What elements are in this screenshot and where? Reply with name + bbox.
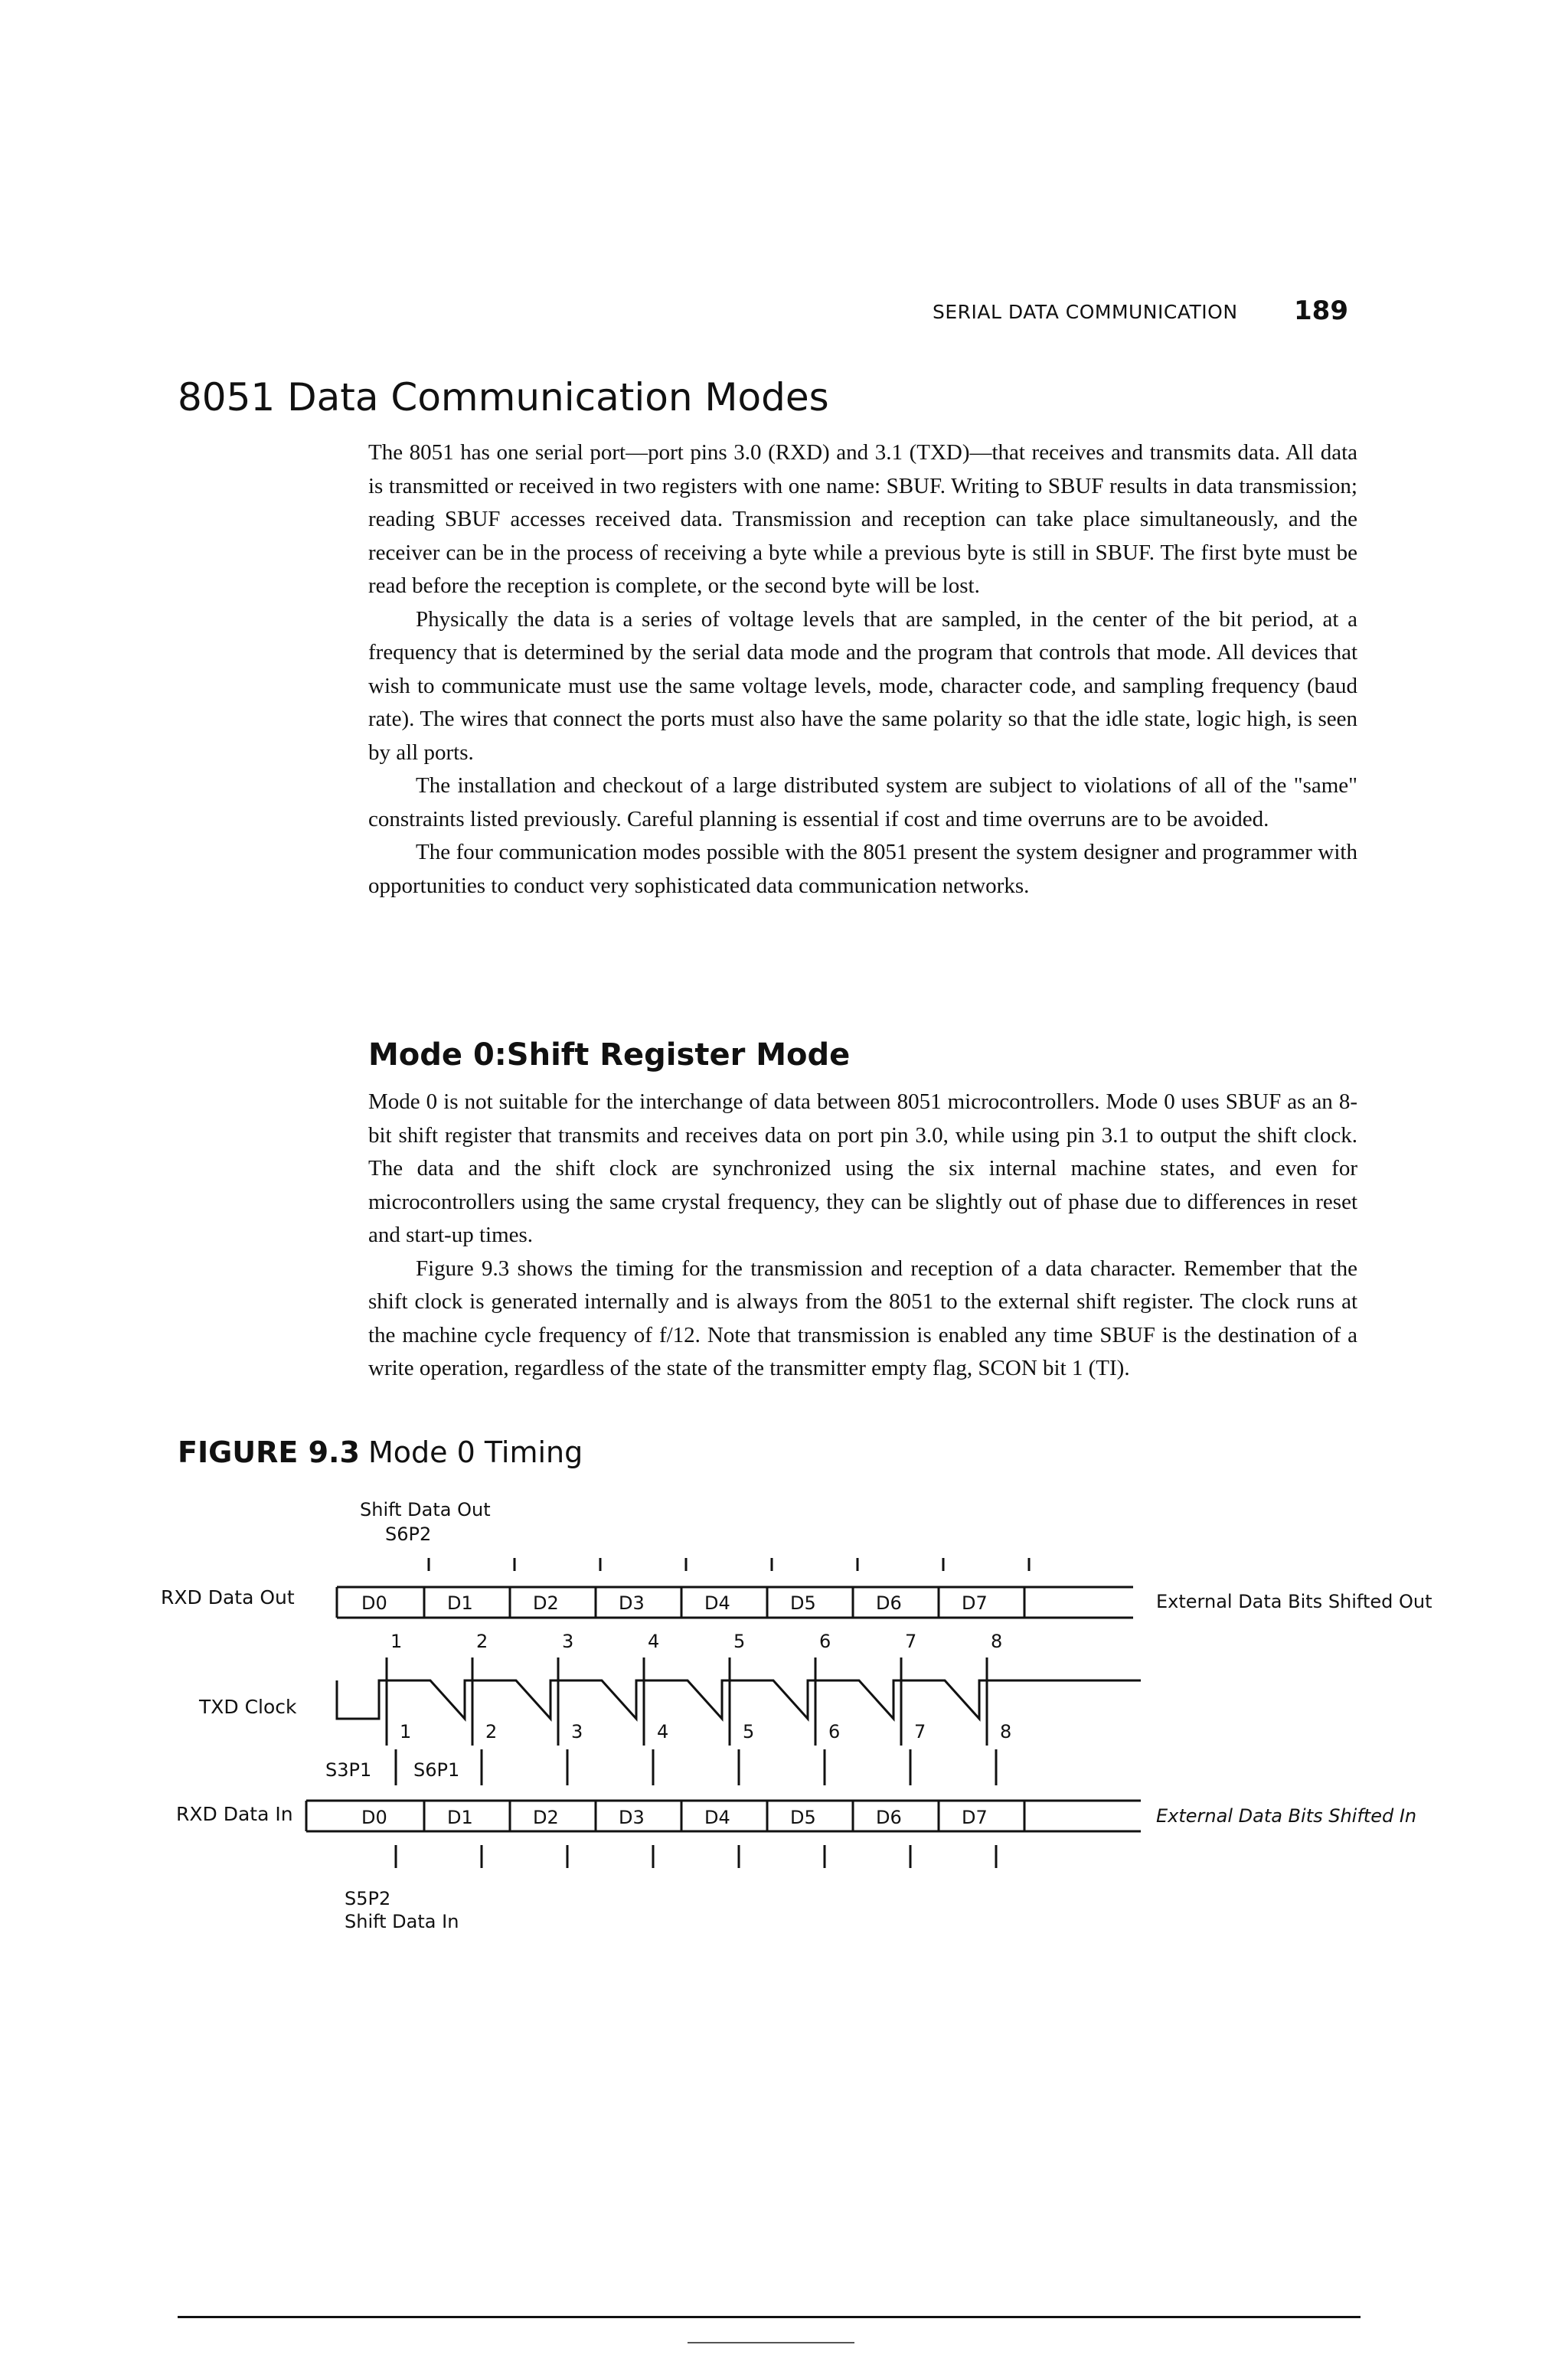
section-body xyxy=(368,436,1357,903)
clock-number-top: 4 xyxy=(648,1631,660,1652)
paragraph: The 8051 has one serial port—port pins 3.0 (RXD) and 3.1 (TXD)—that receives and transmits data. All data is transmitted or received in two registers with one name: SBUF. Writing to SBUF results in data transmission; reading SBUF accesses received data. Transmission and reception can take place simultaneously, and the receiver can be in the process of receiving a byte while a previous byte is still in SBUF. The first byte must be read before the reception is complete, or the second byte will be lost. xyxy=(368,440,1357,598)
rxd-out-bit: D6 xyxy=(876,1592,902,1614)
clock-number-bottom: 1 xyxy=(400,1721,412,1742)
clock-number-top: 8 xyxy=(991,1631,1003,1652)
rxd-out-bit: D3 xyxy=(619,1592,645,1614)
rxd-in-bit: D2 xyxy=(533,1807,559,1828)
clock-number-bottom: 2 xyxy=(485,1721,498,1742)
rxd-in-bit: D1 xyxy=(447,1807,473,1828)
rxd-data-in-label: RXD Data In xyxy=(176,1803,293,1825)
paragraph: Mode 0 is not suitable for the interchange of data between 8051 microcontrollers. Mode 0 uses SBUF as an 8-bit shift register that transmits and receives data on port pin 3.0, while using pin 3.1 to output the shift clock. The data and the shift clock are synchronized using the six internal machine states, and even for microcontrollers using the same crystal frequency, they can be slightly out of phase due to differences in reset and start-up times. xyxy=(368,1089,1357,1247)
paragraph: The installation and checkout of a large distributed system are subject to violations of all of the "same" constraints listed previously. Careful planning is essential if cost and time overruns are to be avoided. xyxy=(368,773,1357,831)
rxd-out-bit: D1 xyxy=(447,1592,473,1614)
external-bits-out-label: External Data Bits Shifted Out xyxy=(1156,1591,1432,1612)
clock-number-bottom: 4 xyxy=(657,1721,669,1742)
external-bits-in-label: External Data Bits Shifted In xyxy=(1156,1805,1417,1827)
clock-number-bottom: 6 xyxy=(828,1721,841,1742)
rxd-in-bit: D7 xyxy=(962,1807,988,1828)
rxd-in-bit-labels xyxy=(361,1807,988,1828)
rxd-in-bit: D5 xyxy=(790,1807,816,1828)
shift-data-in-label: Shift Data In xyxy=(345,1911,459,1932)
figure-title: Mode 0 Timing xyxy=(368,1435,583,1469)
running-head: SERIAL DATA COMMUNICATION xyxy=(933,301,1238,323)
figure-label: FIGURE 9.3 xyxy=(178,1435,360,1469)
clock-number-bottom: 3 xyxy=(571,1721,583,1742)
shift-data-out-label: Shift Data Out xyxy=(360,1499,491,1520)
rxd-in-bit: D3 xyxy=(619,1807,645,1828)
rxd-data-out-label: RXD Data Out xyxy=(161,1586,295,1608)
clock-numbers-top xyxy=(390,1631,1002,1652)
s3p1-label: S3P1 xyxy=(325,1759,372,1781)
subsection-title: Mode 0:Shift Register Mode xyxy=(368,1037,851,1073)
paragraph: Physically the data is a series of voltage levels that are sampled, in the center of the bit period, at a frequency that is determined by the serial data mode and the program that controls that mode. All devices that wish to communicate must use the same voltage levels, mode, character code, and sampling frequency (baud rate). The wires that connect the ports must also have the same polarity so that the idle state, logic high, is seen by all ports. xyxy=(368,606,1357,765)
clock-number-top: 5 xyxy=(733,1631,746,1652)
rxd-out-bit: D5 xyxy=(790,1592,816,1614)
clock-number-top: 7 xyxy=(905,1631,917,1652)
rxd-out-bit-labels xyxy=(361,1592,988,1614)
clock-number-bottom: 7 xyxy=(914,1721,926,1742)
s5p2-label: S5P2 xyxy=(345,1888,391,1909)
rxd-out-bit: D2 xyxy=(533,1592,559,1614)
subsection-body xyxy=(368,1086,1357,1386)
rxd-in-bit: D6 xyxy=(876,1807,902,1828)
clock-number-bottom: 8 xyxy=(1000,1721,1012,1742)
clock-numbers-bottom xyxy=(400,1721,1011,1742)
txd-clock-waveform xyxy=(337,1680,1141,1719)
page-number: 189 xyxy=(1294,296,1348,326)
sample-markers-bottom xyxy=(396,1845,996,1868)
bottom-rule xyxy=(178,2316,1361,2318)
rxd-out-bit: D7 xyxy=(962,1592,988,1614)
scan-mark xyxy=(688,2342,854,2343)
clock-number-bottom: 5 xyxy=(743,1721,755,1742)
paragraph: Figure 9.3 shows the timing for the transmission and reception of a data character. Remember that the shift clock is generated internally and is always from the 8051 to the external shift register. The clock runs at the machine cycle frequency of f/12. Note that transmission is enabled any time SBUF is the destination of a write operation, regardless of the state of the transmitter empty flag, SCON bit 1 (TI). xyxy=(368,1256,1357,1380)
txd-clock-label: TXD Clock xyxy=(199,1696,297,1718)
rxd-in-bit: D4 xyxy=(704,1807,730,1828)
rxd-out-bit: D0 xyxy=(361,1592,387,1614)
clock-number-top: 3 xyxy=(562,1631,574,1652)
clock-number-top: 2 xyxy=(476,1631,488,1652)
section-title: 8051 Data Communication Modes xyxy=(178,375,829,420)
clock-number-top: 6 xyxy=(819,1631,831,1652)
clock-number-top: 1 xyxy=(390,1631,403,1652)
timing-diagram xyxy=(153,1485,1432,2304)
s6p2-label: S6P2 xyxy=(385,1524,432,1545)
rxd-out-bit: D4 xyxy=(704,1592,730,1614)
clock-sample-ticks xyxy=(387,1657,996,1785)
rxd-in-bit: D0 xyxy=(361,1807,387,1828)
paragraph: The four communication modes possible with the 8051 present the system designer and programmer with opportunities to conduct very sophisticated data communication networks. xyxy=(368,840,1357,898)
s6p1-label: S6P1 xyxy=(413,1759,460,1781)
